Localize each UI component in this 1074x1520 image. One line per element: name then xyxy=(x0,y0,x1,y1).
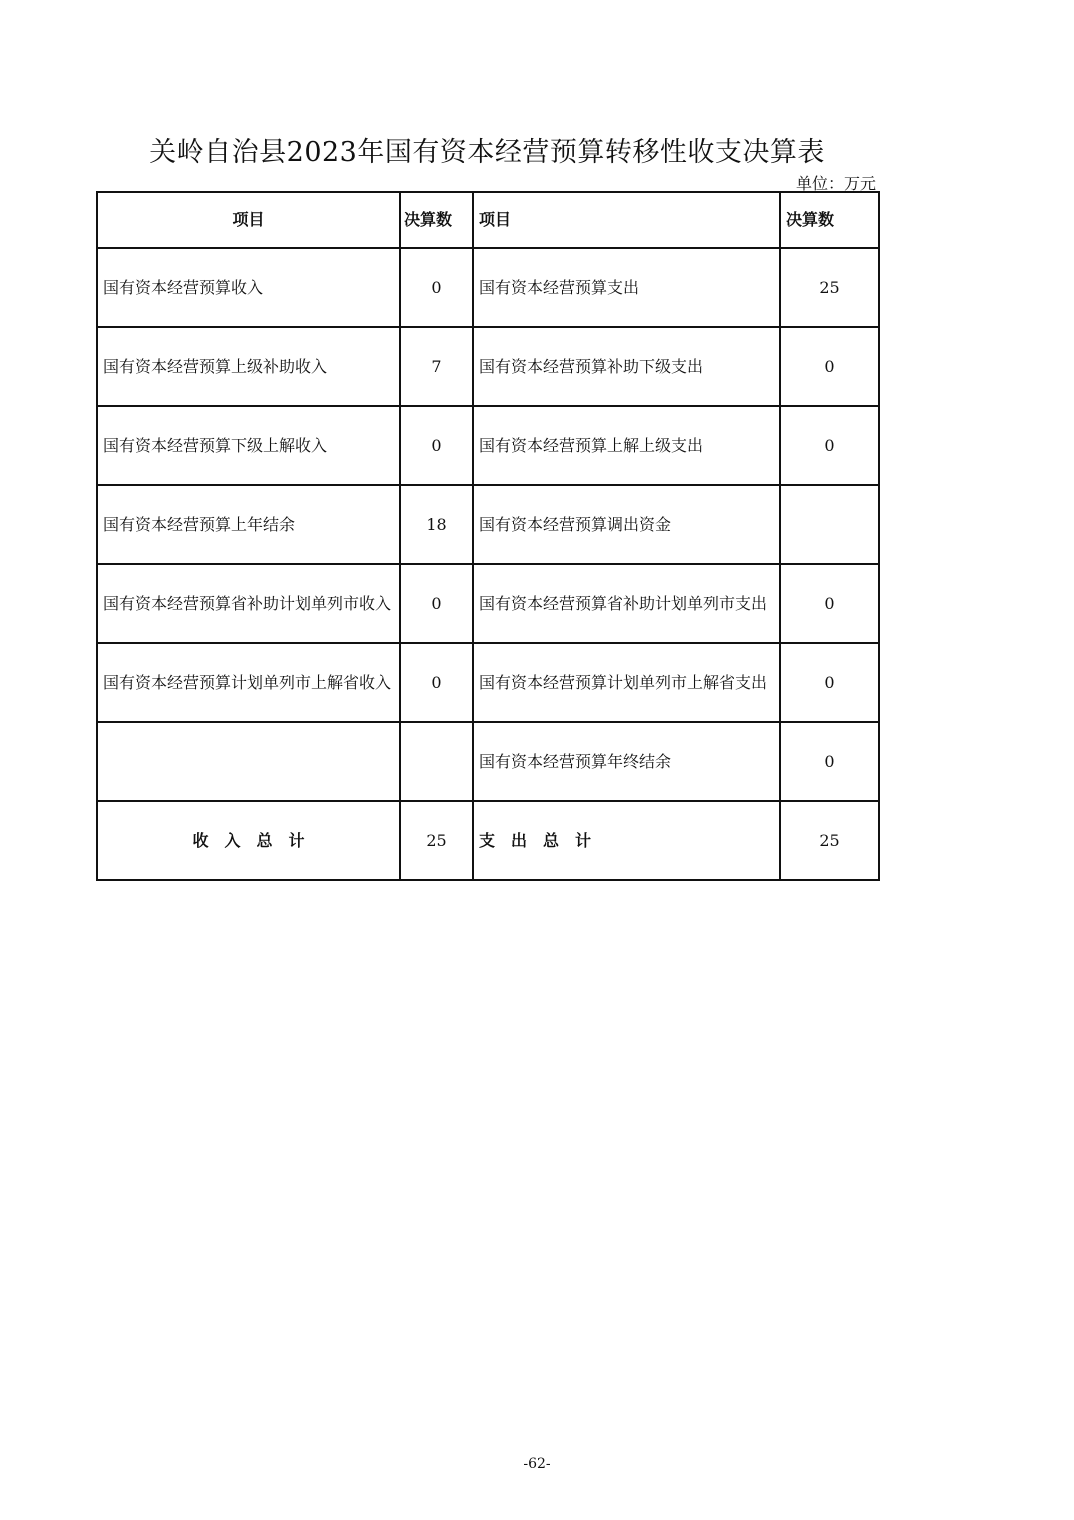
left-value: 0 xyxy=(400,406,473,485)
right-item: 国有资本经营预算支出 xyxy=(473,248,780,327)
left-item: 国有资本经营预算收入 xyxy=(97,248,400,327)
table-row xyxy=(97,406,879,485)
left-value: 0 xyxy=(400,643,473,722)
right-item: 国有资本经营预算调出资金 xyxy=(473,485,780,564)
right-value: 0 xyxy=(780,564,879,643)
table-row xyxy=(97,327,879,406)
table-row xyxy=(97,485,879,564)
right-item: 国有资本经营预算上解上级支出 xyxy=(473,406,780,485)
left-item: 国有资本经营预算上级补助收入 xyxy=(97,327,400,406)
header-item-left: 项目 xyxy=(97,192,400,248)
income-total-label: 收 入 总 计 xyxy=(97,801,400,880)
right-item: 国有资本经营预算补助下级支出 xyxy=(473,327,780,406)
left-value: 7 xyxy=(400,327,473,406)
left-value: 0 xyxy=(400,564,473,643)
left-item: 国有资本经营预算计划单列市上解省收入 xyxy=(97,643,400,722)
table-row xyxy=(97,564,879,643)
right-value: 0 xyxy=(780,643,879,722)
left-item: 国有资本经营预算下级上解收入 xyxy=(97,406,400,485)
left-value: 0 xyxy=(400,248,473,327)
left-item: 国有资本经营预算省补助计划单列市收入 xyxy=(97,564,400,643)
table-row xyxy=(97,643,879,722)
right-item: 国有资本经营预算计划单列市上解省支出 xyxy=(473,643,780,722)
table-row xyxy=(97,722,879,801)
right-value: 0 xyxy=(780,722,879,801)
expense-total-value: 25 xyxy=(780,801,879,880)
left-value: 18 xyxy=(400,485,473,564)
income-total-value: 25 xyxy=(400,801,473,880)
left-item: 国有资本经营预算上年结余 xyxy=(97,485,400,564)
header-amount-right: 决算数 xyxy=(780,192,879,248)
expense-total-label: 支 出 总 计 xyxy=(473,801,780,880)
header-item-right: 项目 xyxy=(473,192,780,248)
right-item: 国有资本经营预算年终结余 xyxy=(473,722,780,801)
right-item: 国有资本经营预算省补助计划单列市支出 xyxy=(473,564,780,643)
right-value: 0 xyxy=(780,327,879,406)
page-title: 关岭自治县2023年国有资本经营预算转移性收支决算表 xyxy=(149,137,825,168)
right-value: 25 xyxy=(780,248,879,327)
table-header-row xyxy=(97,192,879,248)
unit-label: 单位：万元 xyxy=(795,174,876,193)
right-value xyxy=(780,485,879,564)
table-row xyxy=(97,248,879,327)
budget-table xyxy=(96,191,880,881)
totals-row xyxy=(97,801,879,880)
right-value: 0 xyxy=(780,406,879,485)
page-number: -62- xyxy=(523,1456,551,1472)
left-value xyxy=(400,722,473,801)
header-amount-left: 决算数 xyxy=(400,192,473,248)
left-item xyxy=(97,722,400,801)
